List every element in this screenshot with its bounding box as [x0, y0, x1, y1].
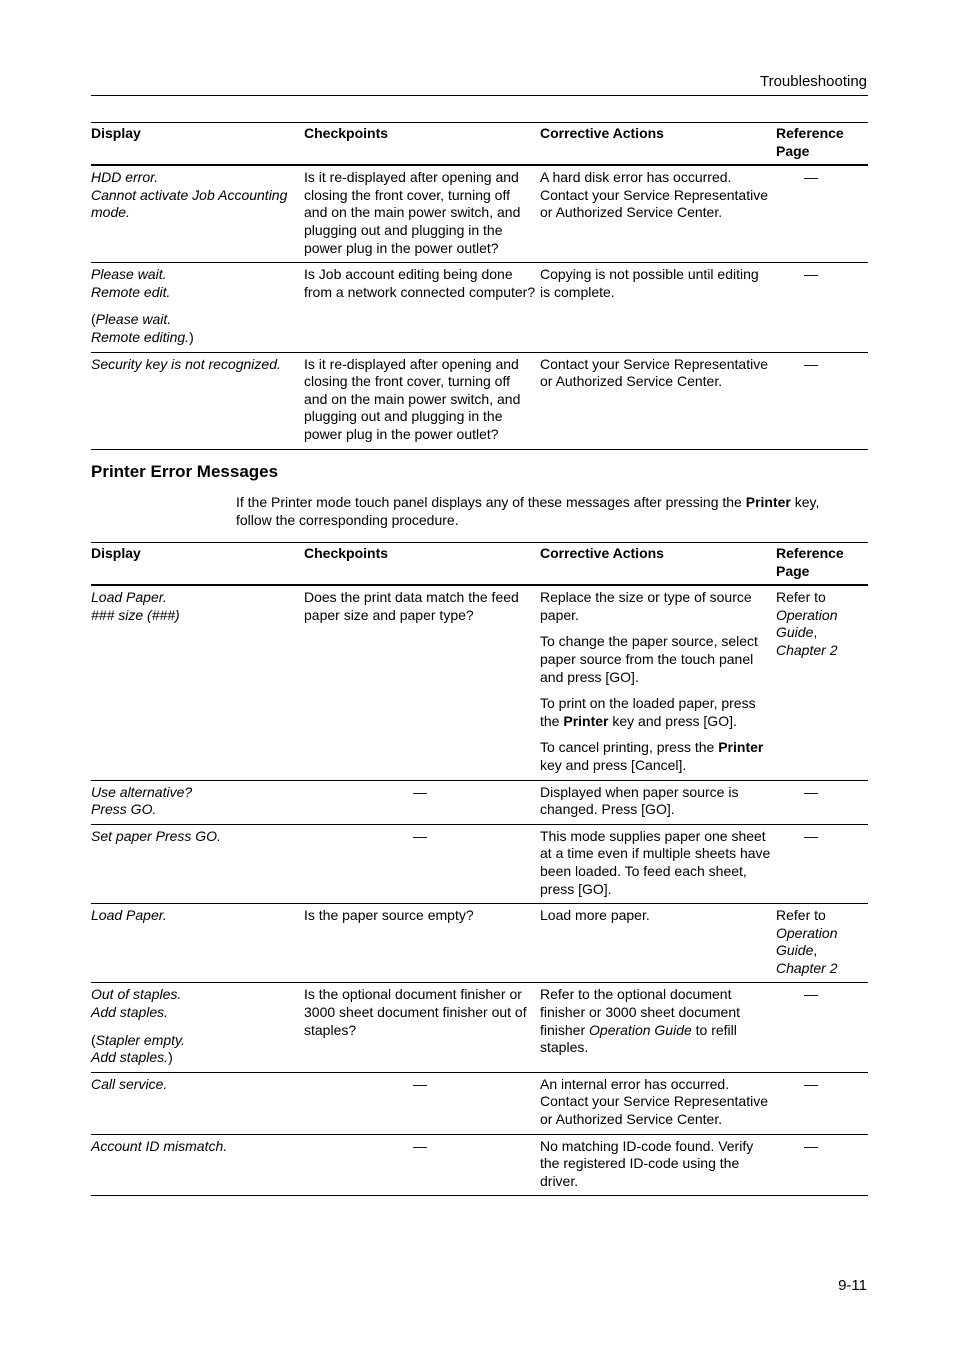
section-intro: If the Printer mode touch panel displays any of these messages after pressing the Printer key, follow the corresponding procedure.: [236, 494, 820, 528]
table-row: [91, 1072, 868, 1134]
reference-refer: Refer to: [776, 589, 826, 606]
reference-cell: —: [776, 780, 868, 824]
table-row: [91, 983, 868, 1072]
corrective-actions-cell: Contact your Service Representative or Authorized Service Center.: [540, 352, 776, 449]
display-message: Add staples.: [91, 1004, 169, 1021]
corrective-actions-cell: [540, 585, 776, 780]
corrective-actions-cell: Displayed when paper source is changed. Press [GO].: [540, 780, 776, 824]
corrective-actions-cell: Refer to the optional document finisher or 3000 sheet document finisher Operation Guide to refill staples.: [540, 983, 776, 1072]
corrective-actions-cell: This mode supplies paper one sheet at a time even if multiple sheets have been loaded. To feed each sheet, press [GO].: [540, 824, 776, 903]
column-header-corrective-actions: Corrective Actions: [540, 123, 776, 166]
display-message: Set paper Press GO.: [91, 827, 221, 844]
reference-cell: [776, 904, 868, 983]
reference-cell: —: [776, 352, 868, 449]
section-title: Printer Error Messages: [91, 462, 279, 481]
display-cell: [91, 1134, 304, 1196]
display-message: Please wait.: [91, 266, 167, 283]
reference-cell: —: [776, 263, 868, 352]
reference-cell: —: [776, 165, 868, 262]
column-header-checkpoints: Checkpoints: [304, 543, 540, 586]
display-message: Load Paper.: [91, 907, 167, 924]
action-paragraph: To change the paper source, select paper source from the touch panel and press [GO].: [540, 633, 758, 685]
action-paragraph: To print on the loaded paper, press the Printer key and press [GO].: [540, 695, 756, 729]
display-alternate-message: (Stapler empty.: [91, 1031, 185, 1048]
checkpoints-cell: —: [304, 780, 540, 824]
checkpoints-cell: Is the optional document finisher or 3000 sheet document finisher out of staples?: [304, 983, 540, 1072]
action-paragraph: Replace the size or type of source paper.: [540, 589, 752, 623]
reference-cell: —: [776, 1072, 868, 1134]
table-row: [91, 352, 868, 449]
reference-cell: —: [776, 824, 868, 903]
table-row: [91, 585, 868, 780]
display-cell: [91, 585, 304, 780]
action-paragraph: To cancel printing, press the Printer key and press [Cancel].: [540, 739, 764, 773]
checkpoints-cell: Is the paper source empty?: [304, 904, 540, 983]
corrective-actions-cell: Load more paper.: [540, 904, 776, 983]
reference-guide: Operation Guide,: [776, 606, 838, 641]
display-alternate-message: (Please wait.: [91, 311, 172, 328]
corrective-actions-cell: No matching ID-code found. Verify the registered ID-code using the driver.: [540, 1134, 776, 1196]
display-cell: [91, 352, 304, 449]
checkpoints-cell: Is it re-displayed after opening and closing the front cover, turning off and on the main power switch, and plugging out and plugging in the power plug in the power outlet?: [304, 352, 540, 449]
display-message: HDD error.: [91, 169, 159, 186]
reference-refer: Refer to: [776, 907, 826, 924]
reference-guide-word1: Operation: [776, 924, 838, 941]
column-header-reference-page: [776, 123, 868, 166]
column-header-reference-page: [776, 543, 868, 586]
column-header-display: Display: [91, 123, 304, 166]
reference-header-line2: Page: [776, 142, 810, 159]
printer-error-table: [91, 542, 868, 1196]
display-alternate-message: Add staples.): [91, 1049, 173, 1066]
display-cell: [91, 983, 304, 1072]
table-row: [91, 165, 868, 262]
column-header-display: Display: [91, 543, 304, 586]
checkpoints-cell: —: [304, 1134, 540, 1196]
corrective-actions-cell: Copying is not possible until editing is complete.: [540, 263, 776, 352]
corrective-actions-cell: An internal error has occurred. Contact your Service Representative or Authorized Service Center.: [540, 1072, 776, 1134]
display-message: Use alternative?: [91, 783, 193, 800]
checkpoints-cell: —: [304, 1072, 540, 1134]
corrective-actions-cell: A hard disk error has occurred. Contact your Service Representative or Authorized Service Center.: [540, 165, 776, 262]
reference-cell: [776, 585, 868, 780]
page-number: 9-11: [838, 1277, 867, 1294]
reference-chapter: Chapter 2: [776, 641, 838, 658]
display-message: Out of staples.: [91, 986, 182, 1003]
checkpoints-cell: Is it re-displayed after opening and closing the front cover, turning off and on the main power switch, and plugging out and plugging in the power plug in the power outlet?: [304, 165, 540, 262]
display-cell: [91, 165, 304, 262]
checkpoints-cell: —: [304, 824, 540, 903]
table-row: [91, 904, 868, 983]
column-header-corrective-actions: Corrective Actions: [540, 543, 776, 586]
table-header-row: [91, 543, 868, 586]
table-header-row: [91, 123, 868, 166]
display-alternate-message: Remote editing.): [91, 328, 194, 345]
header-rule: [91, 95, 868, 96]
column-header-checkpoints: Checkpoints: [304, 123, 540, 166]
display-message: Remote edit.: [91, 283, 171, 300]
display-cell: [91, 263, 304, 352]
display-cell: [91, 824, 304, 903]
display-message: Security key is not recognized.: [91, 355, 281, 372]
table-row: [91, 1134, 868, 1196]
display-cell: [91, 780, 304, 824]
reference-header-line1: Reference: [776, 545, 844, 561]
display-message: ### size (###): [91, 606, 180, 623]
reference-cell: —: [776, 1134, 868, 1196]
display-message: Press GO.: [91, 801, 157, 818]
table-row: [91, 263, 868, 352]
checkpoints-cell: Does the print data match the feed paper size and paper type?: [304, 585, 540, 780]
display-message: Load Paper.: [91, 589, 167, 606]
reference-guide: Guide,: [776, 942, 818, 959]
display-message: Call service.: [91, 1075, 168, 1092]
table-row: [91, 780, 868, 824]
reference-header-line2: Page: [776, 562, 810, 579]
display-cell: [91, 1072, 304, 1134]
display-cell: [91, 904, 304, 983]
reference-chapter: Chapter 2: [776, 959, 838, 976]
troubleshooting-table: [91, 122, 868, 450]
reference-cell: —: [776, 983, 868, 1072]
header-title: Troubleshooting: [759, 73, 867, 90]
display-message: Account ID mismatch.: [91, 1137, 228, 1154]
table-row: [91, 824, 868, 903]
reference-header-line1: Reference: [776, 125, 844, 141]
checkpoints-cell: Is Job account editing being done from a network connected computer?: [304, 263, 540, 352]
display-message: Cannot activate Job Accounting mode.: [91, 186, 288, 221]
